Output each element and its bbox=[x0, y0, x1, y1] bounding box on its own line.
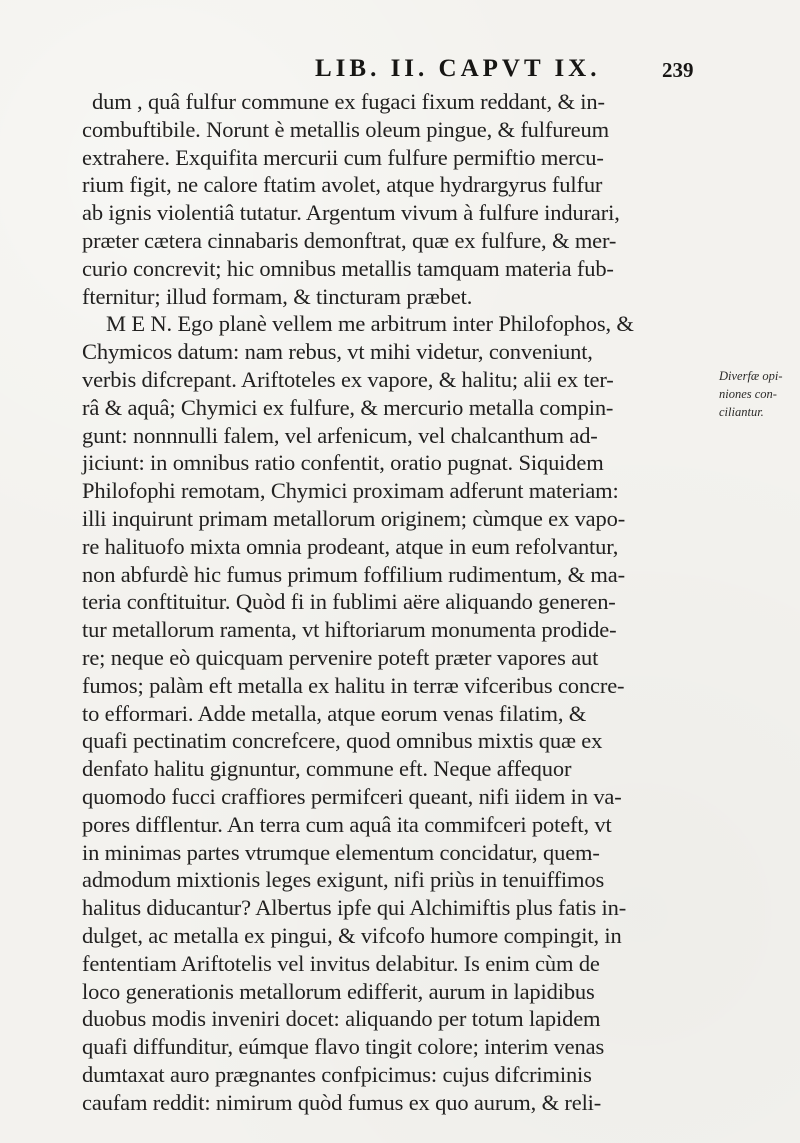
text-line: fumos; palàm eft metalla ex halitu in terræ vifceribus concre- bbox=[82, 672, 625, 698]
text-line: re; neque eò quicquam pervenire poteft præter vapores aut bbox=[82, 644, 599, 670]
text-line: pores difflentur. An terra cum aquâ ita commifceri poteft, vt bbox=[82, 811, 612, 837]
text-line: quomodo fucci craffiores permifceri queant, nifi iidem in va- bbox=[82, 783, 622, 809]
text-line: admodum mixtionis leges exigunt, nifi priùs in tenuiffimos bbox=[82, 867, 605, 893]
text-line: M E N. Ego planè vellem me arbitrum inter Philofophos, & bbox=[106, 311, 634, 337]
text-line: tur metallorum ramenta, vt hiftoriarum monumenta prodide- bbox=[82, 617, 617, 643]
text-line: denfato halitu gignuntur, commune eft. Neque affequor bbox=[82, 756, 572, 782]
text-line: teria conftituitur. Quòd fi in fublimi aëre aliquando generen- bbox=[82, 589, 616, 615]
page-number: 239 bbox=[662, 58, 694, 82]
text-line: dumtaxat auro prægnantes confpicimus: cujus difcriminis bbox=[82, 1061, 592, 1087]
text-line: fternitur; illud formam, & tincturam præbet. bbox=[82, 283, 473, 309]
text-line: rium figit, ne calore ftatim avolet, atque hydrargyrus fulfur bbox=[82, 172, 603, 198]
margin-note-line: Diverfæ opi- bbox=[719, 369, 783, 383]
margin-note-line: ciliantur. bbox=[719, 405, 764, 419]
text-line: quafi pectinatim concrefcere, quod omnibus mixtis quæ ex bbox=[82, 728, 603, 754]
text-line: Chymicos datum: nam rebus, vt mihi videtur, conveniunt, bbox=[82, 339, 593, 365]
text-line: halitus diducantur? Albertus ipfe qui Alchimiftis plus fatis in- bbox=[82, 895, 627, 921]
running-head bbox=[0, 55, 800, 85]
text-line: curio concrevit; hic omnibus metallis tamquam materia fub- bbox=[82, 255, 614, 281]
text-line: in minimas partes vtrumque elementum concidatur, quem- bbox=[82, 839, 600, 865]
text-line: combuftibile. Norunt è metallis oleum pingue, & fulfureum bbox=[82, 116, 609, 142]
text-line: dulget, ac metalla ex pingui, & vifcofo humore compingit, in bbox=[82, 922, 622, 948]
text-line: jiciunt: in omnibus ratio confentit, oratio pugnat. Siquidem bbox=[82, 450, 604, 476]
text-line: dum , quâ fulfur commune ex fugaci fixum reddant, & in- bbox=[92, 89, 605, 114]
text-line: duobus modis inveniri docet: aliquando per totum lapidem bbox=[82, 1006, 601, 1032]
text-line: loco generationis metallorum edifferit, aurum in lapidibus bbox=[82, 978, 595, 1004]
text-line: extrahere. Exquifita mercurii cum fulfure permiftio mercu- bbox=[82, 144, 604, 170]
text-line: to efformari. Adde metalla, atque eorum venas filatim, & bbox=[82, 700, 587, 726]
text-line: præter cætera cinnabaris demonftrat, quæ ex fulfure, & mer- bbox=[82, 227, 617, 253]
text-line: fententiam Ariftotelis vel invitus delabitur. Is enim cùm de bbox=[82, 950, 600, 976]
text-line: Philofophi remotam, Chymici proximam adferunt materiam: bbox=[82, 478, 619, 504]
margin-note bbox=[719, 367, 797, 421]
text-line: illi inquirunt primam metallorum originem; cùmque ex vapo- bbox=[82, 505, 626, 531]
text-line: râ & aquâ; Chymici ex fulfure, & mercurio metalla compin- bbox=[82, 394, 614, 420]
running-title: LIB. II. CAPVT IX. bbox=[315, 55, 601, 82]
text-line: caufam reddit: nimirum quòd fumus ex quo aurum, & reli- bbox=[82, 1089, 602, 1115]
body-text bbox=[82, 88, 692, 1116]
text-line: non abfurdè hic fumus primum foffilium rudimentum, & ma- bbox=[82, 561, 625, 587]
text-line: gunt: nonnnulli falem, vel arfenicum, vel chalcanthum ad- bbox=[82, 422, 598, 448]
margin-note-line: niones con- bbox=[719, 387, 777, 401]
text-line: ab ignis violentiâ tutatur. Argentum vivum à fulfure indurari, bbox=[82, 200, 620, 226]
text-line: re halituofo mixta omnia prodeant, atque in eum refolvantur, bbox=[82, 533, 619, 559]
text-line: quafi diffunditur, eúmque flavo tingit colore; interim venas bbox=[82, 1034, 605, 1060]
text-line: verbis difcrepant. Ariftoteles ex vapore, & halitu; alii ex ter- bbox=[82, 366, 614, 392]
